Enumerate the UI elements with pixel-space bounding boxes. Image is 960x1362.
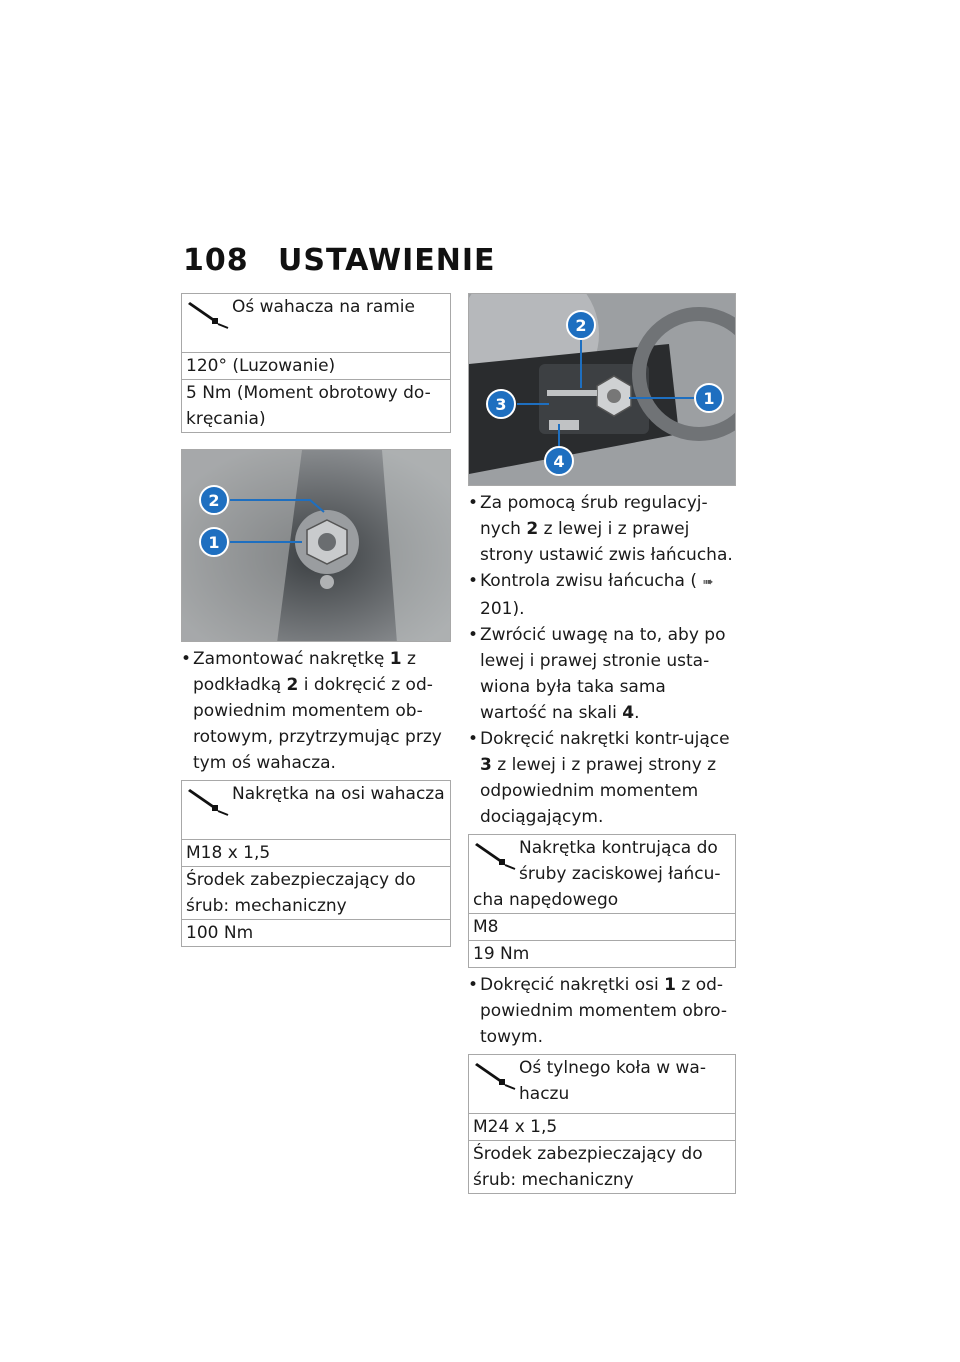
spec-row: 120° (Luzowanie) <box>182 353 451 380</box>
spec-row: M18 x 1,5 <box>182 840 451 867</box>
callout-3 <box>487 390 515 418</box>
page-title: USTAWIENIE <box>278 243 496 278</box>
spec-title: Nakrętka kontrująca do śruby zaciskowej łańcu- <box>519 838 721 884</box>
chain-adjuster-photo <box>468 293 736 486</box>
spec-row: Środek zabezpieczający do śrub: mechaniczny <box>182 867 451 920</box>
svg-text:1: 1 <box>208 533 220 552</box>
list-item: • Dokręcić nakrętki kontr-ujące 3 z lewej i z prawej strony z odpowiednim momentem dociągającym. <box>468 726 736 830</box>
list-item: • Kontrola zwisu łańcucha ( ➠201). <box>468 568 736 622</box>
svg-text:1: 1 <box>703 389 715 408</box>
page-header <box>183 243 495 278</box>
spec-title-continued: cha napędowego <box>473 890 619 910</box>
spec-table-swingarm-axle <box>181 293 451 433</box>
torque-wrench-icon <box>473 1059 517 1091</box>
spec-row: M8 <box>469 914 736 941</box>
callout-1 <box>200 528 228 556</box>
spec-title: Oś tylnego koła w wa-haczu <box>519 1058 706 1104</box>
svg-text:2: 2 <box>575 316 587 335</box>
steps-list-left <box>181 646 451 776</box>
swingarm-axle-photo <box>181 449 451 642</box>
page-number: 108 <box>183 243 249 278</box>
spec-row: Środek zabezpieczający do śrub: mechaniczny <box>469 1141 736 1194</box>
page-reference: 201 <box>480 599 513 619</box>
steps-list-right <box>468 490 736 830</box>
left-column <box>181 293 451 947</box>
spec-row: 19 Nm <box>469 941 736 968</box>
callout-4 <box>545 447 573 475</box>
svg-text:2: 2 <box>208 491 220 510</box>
spec-row: 5 Nm (Moment obrotowy do-kręcania) <box>182 380 451 433</box>
svg-text:4: 4 <box>553 452 565 471</box>
spec-table-rear-wheel-axle <box>468 1054 736 1194</box>
spec-table-axle-nut <box>181 780 451 947</box>
page-reference-arrow-icon: ➠ <box>702 575 714 590</box>
torque-wrench-icon <box>473 839 517 871</box>
list-item: • Dokręcić nakrętki osi 1 z od-powiednim momentem obro-towym. <box>468 972 736 1050</box>
callout-2 <box>567 311 595 339</box>
callout-1 <box>695 384 723 412</box>
svg-text:3: 3 <box>495 395 507 414</box>
torque-wrench-icon <box>186 785 230 817</box>
torque-wrench-icon <box>186 298 230 330</box>
list-item: • Zwrócić uwagę na to, aby po lewej i prawej stronie usta-wiona była taka sama wartość na skali 4. <box>468 622 736 726</box>
spec-title: Oś wahacza na ramie <box>232 297 415 317</box>
spec-row: 100 Nm <box>182 920 451 947</box>
spec-row: M24 x 1,5 <box>469 1114 736 1141</box>
spec-table-chain-locknut <box>468 834 736 968</box>
list-item: • Za pomocą śrub regulacyj-nych 2 z lewej i z prawej strony ustawić zwis łańcucha. <box>468 490 736 568</box>
spec-title: Nakrętka na osi wahacza <box>232 784 445 804</box>
right-column <box>468 293 736 1194</box>
callout-2 <box>200 486 228 514</box>
steps-list-right-2 <box>468 972 736 1050</box>
list-item: • Zamontować nakrętkę 1 z podkładką 2 i dokręcić z od-powiednim momentem ob-rotowym, przytrzymując przy tym oś wahacza. <box>181 646 451 776</box>
